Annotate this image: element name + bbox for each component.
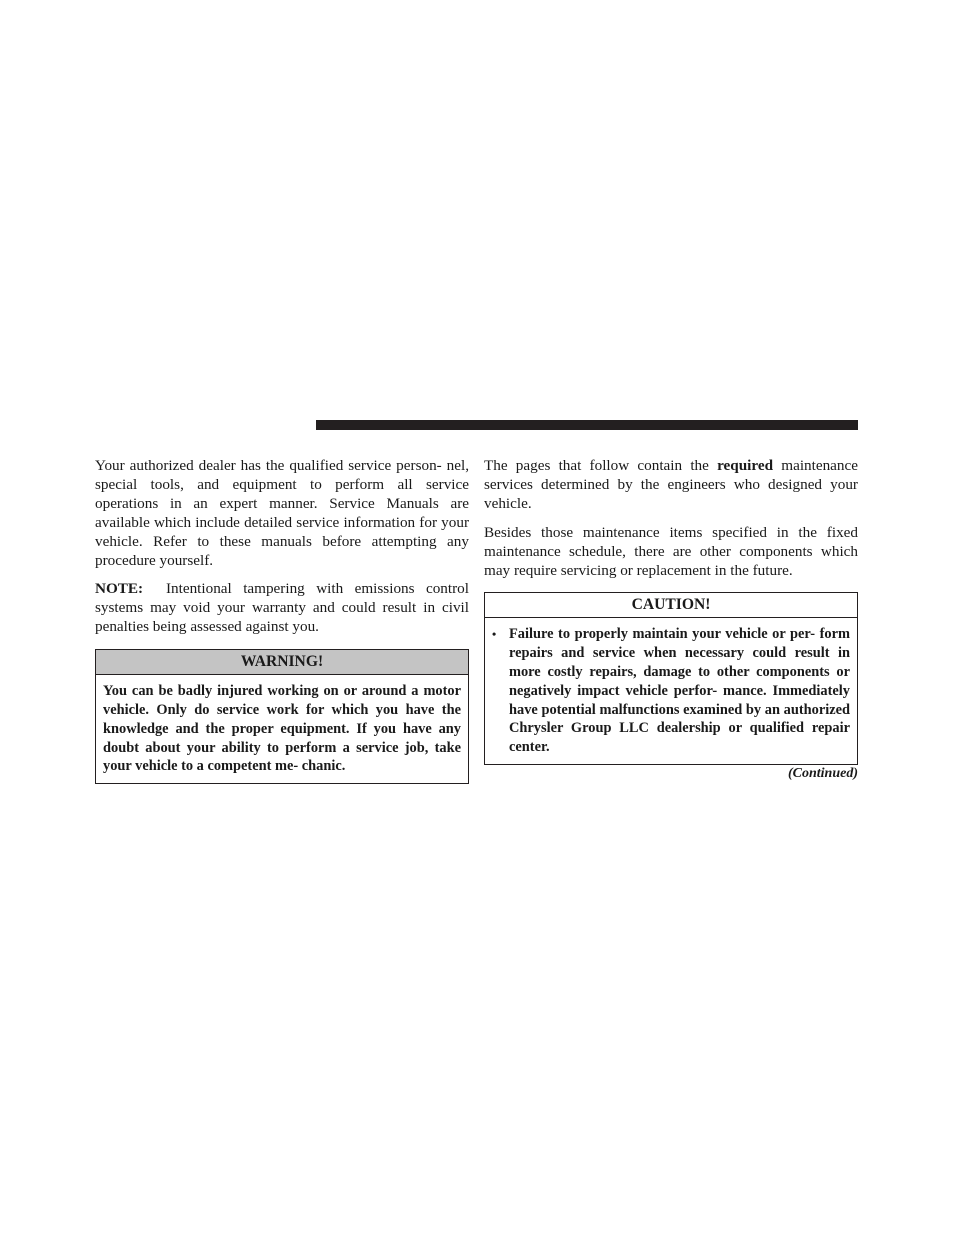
section-header-rule xyxy=(316,420,858,430)
warning-title: WARNING! xyxy=(96,650,468,675)
bullet-icon: • xyxy=(492,627,497,642)
warning-box xyxy=(95,649,469,784)
right-column xyxy=(484,457,858,782)
required-services-paragraph xyxy=(484,457,858,514)
caution-title: CAUTION! xyxy=(485,593,857,618)
caution-bullet-item xyxy=(485,618,857,764)
note-text: Intentional tampering with emissions control systems may void your warranty and could result in civil penalties being assessed against you. xyxy=(95,580,469,636)
intro-paragraph: Your authorized dealer has the qualified service person- nel, special tools, and equipment to perform all service operations in an expert manner. Service Manuals are available which include detailed service information for your vehicle. Refer to these manuals before attempting any procedure yourself. xyxy=(95,457,469,569)
warning-text: You can be badly injured working on or around a motor vehicle. Only do service work for which you have the knowledge and the proper equipment. If you have any doubt about your ability to perform a service job, take your vehicle to a competent me- chanic. xyxy=(103,683,461,775)
note-paragraph xyxy=(95,580,469,637)
left-column xyxy=(95,457,469,784)
caution-box xyxy=(484,592,858,765)
required-post-text: maintenance services determined by the engineers who designed your vehicle. xyxy=(484,457,859,512)
required-bold-text: required xyxy=(717,457,774,474)
required-pre-text: The pages that follow contain the xyxy=(484,457,709,474)
note-label: NOTE: xyxy=(95,580,144,598)
other-components-paragraph: Besides those maintenance items specified in the fixed maintenance schedule, there are other components which may require servicing or replacement in the future. xyxy=(484,523,858,579)
caution-text: Failure to properly maintain your vehicle or per- form repairs and service when necessary could result in more costly repairs, damage to other components or negatively impact vehicle perfor- mance. Immediately have potential malfunctions examined by an authorized Chrysler Group LLC dealership or qualified repair center. xyxy=(509,626,850,756)
continued-label: (Continued) xyxy=(787,766,858,782)
